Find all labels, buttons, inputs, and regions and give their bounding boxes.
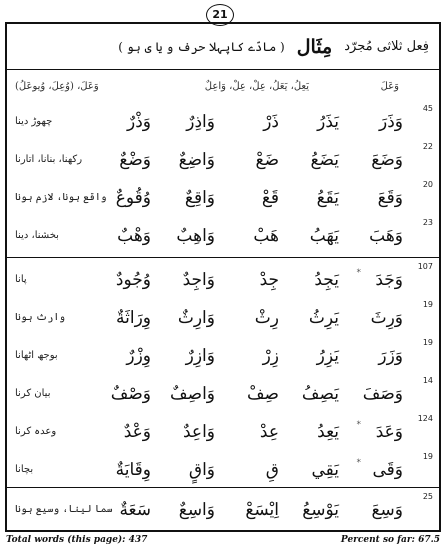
verb-present: يَهَبُ [309, 226, 339, 246]
verb-past: وَسِعَ [371, 500, 403, 520]
verb-past: وَعَدَ [375, 422, 403, 442]
meaning: وارث ہونا [15, 312, 66, 323]
verb-present: يَذَرُ [317, 112, 339, 132]
verb-imperative: اِيْسَعْ [245, 500, 279, 520]
meaning: بخشنا، دینا [15, 230, 59, 241]
verb-active-participle: وَاقٍ [188, 460, 215, 480]
verb-present: يَقِي [311, 460, 339, 480]
table-row [7, 336, 439, 374]
verb-active-participle: وَاذِرٌ [186, 112, 215, 132]
meaning: چھوڑ دینا [15, 116, 53, 127]
table-row [7, 260, 439, 298]
meaning: بوجھ اٹھانا [15, 350, 58, 361]
total-words-value: 437 [128, 535, 148, 545]
section-2 [7, 260, 439, 488]
percent-value: 67.5 [418, 535, 440, 545]
star-mark: * [356, 420, 361, 430]
verb-masdar: وُقُوعٌ [115, 188, 151, 208]
verb-masdar: وِرَاثَةٌ [116, 308, 151, 328]
verb-imperative: صِفْ [246, 384, 279, 404]
verb-masdar: وَصْفٌ [110, 384, 151, 404]
verb-imperative: رِثْ [254, 308, 279, 328]
table-row [7, 412, 439, 450]
table-row [7, 374, 439, 412]
header-2: يَعِلُ، يَعَلُ، عِلْ، عِلْ، وَاعِلٌ [204, 81, 309, 92]
meaning: وعدہ کرنا [15, 426, 57, 437]
title-note: ( مادّے کاپہلا حرف و یا ی ہو ) [118, 39, 285, 54]
row-number: 45 [422, 104, 433, 113]
verb-active-participle: وَارِثٌ [177, 308, 215, 328]
row-number: 19 [422, 300, 433, 309]
verb-active-participle: وَاضِعٌ [178, 150, 215, 170]
title-name: فِعل ثلاثی مُجرّد [344, 39, 429, 54]
row-number: 107 [417, 262, 433, 271]
table-frame [5, 22, 441, 532]
verb-masdar: سَعَةٌ [119, 500, 151, 520]
page-footer [6, 535, 440, 549]
title-main: مِثَال [296, 35, 333, 58]
verb-past: وَضَعَ [371, 150, 403, 170]
verb-present: يَرِثُ [308, 308, 339, 328]
table-row [7, 298, 439, 336]
verb-past: وَهَبَ [369, 226, 403, 246]
verb-masdar: وِزْرٌ [126, 346, 151, 366]
header-1: وَعَلَ [380, 81, 399, 92]
table-row [7, 178, 439, 216]
verb-past: وَقَى [372, 460, 403, 480]
title-row [7, 24, 439, 70]
verb-present: يَوْسِعُ [302, 500, 339, 520]
row-number: 19 [422, 452, 433, 461]
section-3 [7, 490, 439, 530]
verb-masdar: وِقَايَةٌ [115, 460, 151, 480]
verb-imperative: هَبْ [253, 226, 279, 246]
section-1 [7, 102, 439, 258]
verb-active-participle: وَاهِبٌ [176, 226, 215, 246]
verb-active-participle: وَاقِعٌ [184, 188, 215, 208]
meaning: بچانا [15, 464, 34, 475]
verb-past: وَرِثَ [370, 308, 403, 328]
row-number: 22 [422, 142, 433, 151]
meaning: واقع ہونا، لازم ہونا [15, 192, 107, 203]
page-number: 21 [206, 4, 234, 26]
verb-present: يَصِفُ [301, 384, 339, 404]
percent-so-far [341, 535, 440, 545]
verb-active-participle: وَاسِعٌ [178, 500, 215, 520]
verb-masdar: وَضْعٌ [119, 150, 151, 170]
verb-imperative: عِدْ [259, 422, 279, 442]
verb-present: يَقَعُ [316, 188, 339, 208]
header-3: وَعَلَ، (وُعِلَ، وُيوعَلُ) [15, 81, 99, 92]
row-number: 14 [422, 376, 433, 385]
verb-present: يَضَعُ [310, 150, 339, 170]
verb-masdar: وَذْرٌ [127, 112, 151, 132]
verb-imperative: قِ [265, 460, 279, 480]
verb-imperative: قَعْ [261, 188, 279, 208]
row-number: 20 [422, 180, 433, 189]
table-row [7, 216, 439, 254]
verb-past: وَذَرَ [379, 112, 403, 132]
verb-past: وَجَدَ [375, 270, 403, 290]
table-row [7, 490, 439, 528]
verb-active-participle: وَاعِدٌ [183, 422, 215, 442]
verb-imperative: ضَعْ [255, 150, 279, 170]
meaning: سما لینا، وسیع ہونا [15, 504, 113, 515]
meaning: رکھنا، بنانا، اتارنا [15, 154, 83, 165]
verb-present: يَجِدُ [314, 270, 339, 290]
column-headers [7, 72, 439, 102]
table-row [7, 450, 439, 488]
row-number: 19 [422, 338, 433, 347]
star-mark: * [356, 458, 361, 468]
total-words [6, 535, 147, 545]
row-number: 23 [422, 218, 433, 227]
verb-present: يَزِرُ [316, 346, 339, 366]
verb-imperative: جِدْ [259, 270, 279, 290]
verb-masdar: وَعْدٌ [123, 422, 151, 442]
meaning: پانا [15, 274, 27, 285]
row-number: 124 [417, 414, 433, 423]
table-row [7, 140, 439, 178]
verb-past: وَصَفَ [362, 384, 403, 404]
meaning: بیان کرنا [15, 388, 51, 399]
verb-present: يَعِدُ [317, 422, 339, 442]
verb-active-participle: وَازِرٌ [185, 346, 215, 366]
verb-past: وَزَرَ [378, 346, 403, 366]
star-mark: * [356, 268, 361, 278]
verb-imperative: زِرْ [262, 346, 279, 366]
verb-active-participle: وَاجِدٌ [182, 270, 215, 290]
table-row [7, 102, 439, 140]
verb-masdar: وُجُودٌ [115, 270, 151, 290]
row-number: 25 [422, 492, 433, 501]
verb-masdar: وَهْبٌ [117, 226, 151, 246]
total-words-label: Total words (this page): [6, 535, 126, 545]
percent-label: Percent so far: [340, 535, 415, 545]
verb-imperative: ذَرْ [263, 112, 279, 132]
verb-active-participle: وَاصِفٌ [170, 384, 215, 404]
verb-past: وَقَعَ [377, 188, 403, 208]
